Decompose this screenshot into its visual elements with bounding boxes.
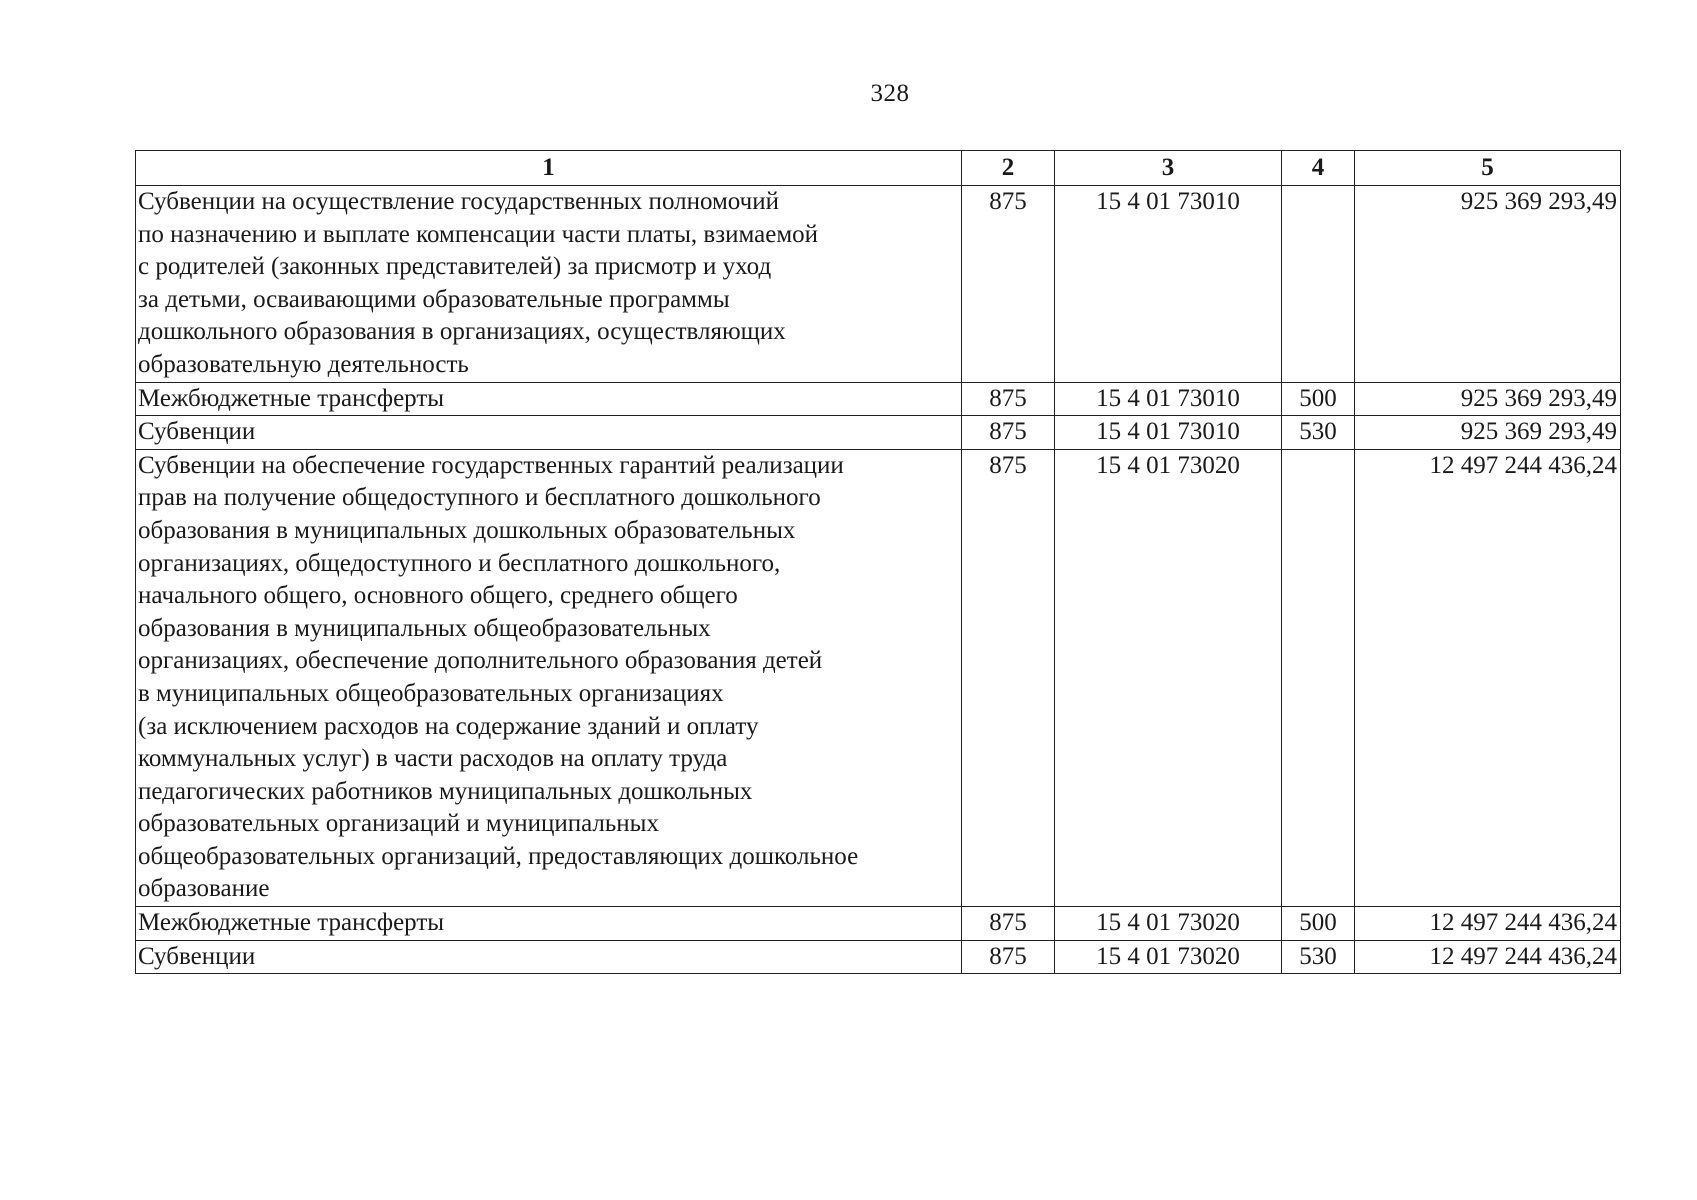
- table-row: [136, 449, 1621, 906]
- header-col-5: 5: [1355, 151, 1621, 186]
- row-vr: 530: [1282, 940, 1355, 974]
- row-amount: 925 369 293,49: [1355, 186, 1621, 383]
- header-col-2: 2: [962, 151, 1055, 186]
- row-csr: 15 4 01 73010: [1055, 416, 1282, 450]
- row-grbs: 875: [962, 907, 1055, 941]
- row-amount: 12 497 244 436,24: [1355, 907, 1621, 941]
- row-vr: 500: [1282, 907, 1355, 941]
- row-vr: [1282, 186, 1355, 383]
- row-name: Межбюджетные трансферты: [136, 382, 962, 416]
- row-name: Субвенции на обеспечение государственных гарантий реализации прав на получение общедоступного и бесплатного дошкольного образования в муниципальных дошкольных образовательных организациях, общедоступного и бесплатного дошкольного, начального общего, основного общего, среднего общего образования в муниципальных общеобразовательных организациях, обеспечение дополнительного образования детей в муниципальных общеобразовательных организациях (за исключением расходов на содержание зданий и оплату коммунальных услуг) в части расходов на оплату труда педагогических работников муниципальных дошкольных образовательных организаций и муниципальных общеобразовательных организаций, предоставляющих дошкольное образование: [136, 449, 962, 906]
- row-csr: 15 4 01 73010: [1055, 186, 1282, 383]
- row-vr: 500: [1282, 382, 1355, 416]
- budget-table: [135, 150, 1621, 974]
- row-name: Субвенции на осуществление государственных полномочий по назначению и выплате компенсации части платы, взимаемой с родителей (законных представителей) за присмотр и уход за детьми, осваивающими образовательные программы дошкольного образования в организациях, осуществляющих образовательную деятельность: [136, 186, 962, 383]
- table-body: [136, 186, 1621, 974]
- row-amount: 925 369 293,49: [1355, 416, 1621, 450]
- table-row: [136, 416, 1621, 450]
- row-amount: 925 369 293,49: [1355, 382, 1621, 416]
- row-csr: 15 4 01 73020: [1055, 907, 1282, 941]
- row-csr: 15 4 01 73020: [1055, 449, 1282, 906]
- row-csr: 15 4 01 73010: [1055, 382, 1282, 416]
- table-row: [136, 907, 1621, 941]
- row-grbs: 875: [962, 940, 1055, 974]
- row-name: Субвенции: [136, 416, 962, 450]
- table-header: [136, 151, 1621, 186]
- row-name: Субвенции: [136, 940, 962, 974]
- header-col-3: 3: [1055, 151, 1282, 186]
- row-csr: 15 4 01 73020: [1055, 940, 1282, 974]
- header-col-4: 4: [1282, 151, 1355, 186]
- row-grbs: 875: [962, 382, 1055, 416]
- row-grbs: 875: [962, 416, 1055, 450]
- header-col-1: 1: [136, 151, 962, 186]
- row-grbs: 875: [962, 449, 1055, 906]
- row-grbs: 875: [962, 186, 1055, 383]
- table-row: [136, 186, 1621, 383]
- row-name: Межбюджетные трансферты: [136, 907, 962, 941]
- row-vr: 530: [1282, 416, 1355, 450]
- page-number: 328: [870, 80, 910, 107]
- row-amount: 12 497 244 436,24: [1355, 940, 1621, 974]
- row-amount: 12 497 244 436,24: [1355, 449, 1621, 906]
- table-row: [136, 382, 1621, 416]
- row-vr: [1282, 449, 1355, 906]
- header-row: [136, 151, 1621, 186]
- table-row: [136, 940, 1621, 974]
